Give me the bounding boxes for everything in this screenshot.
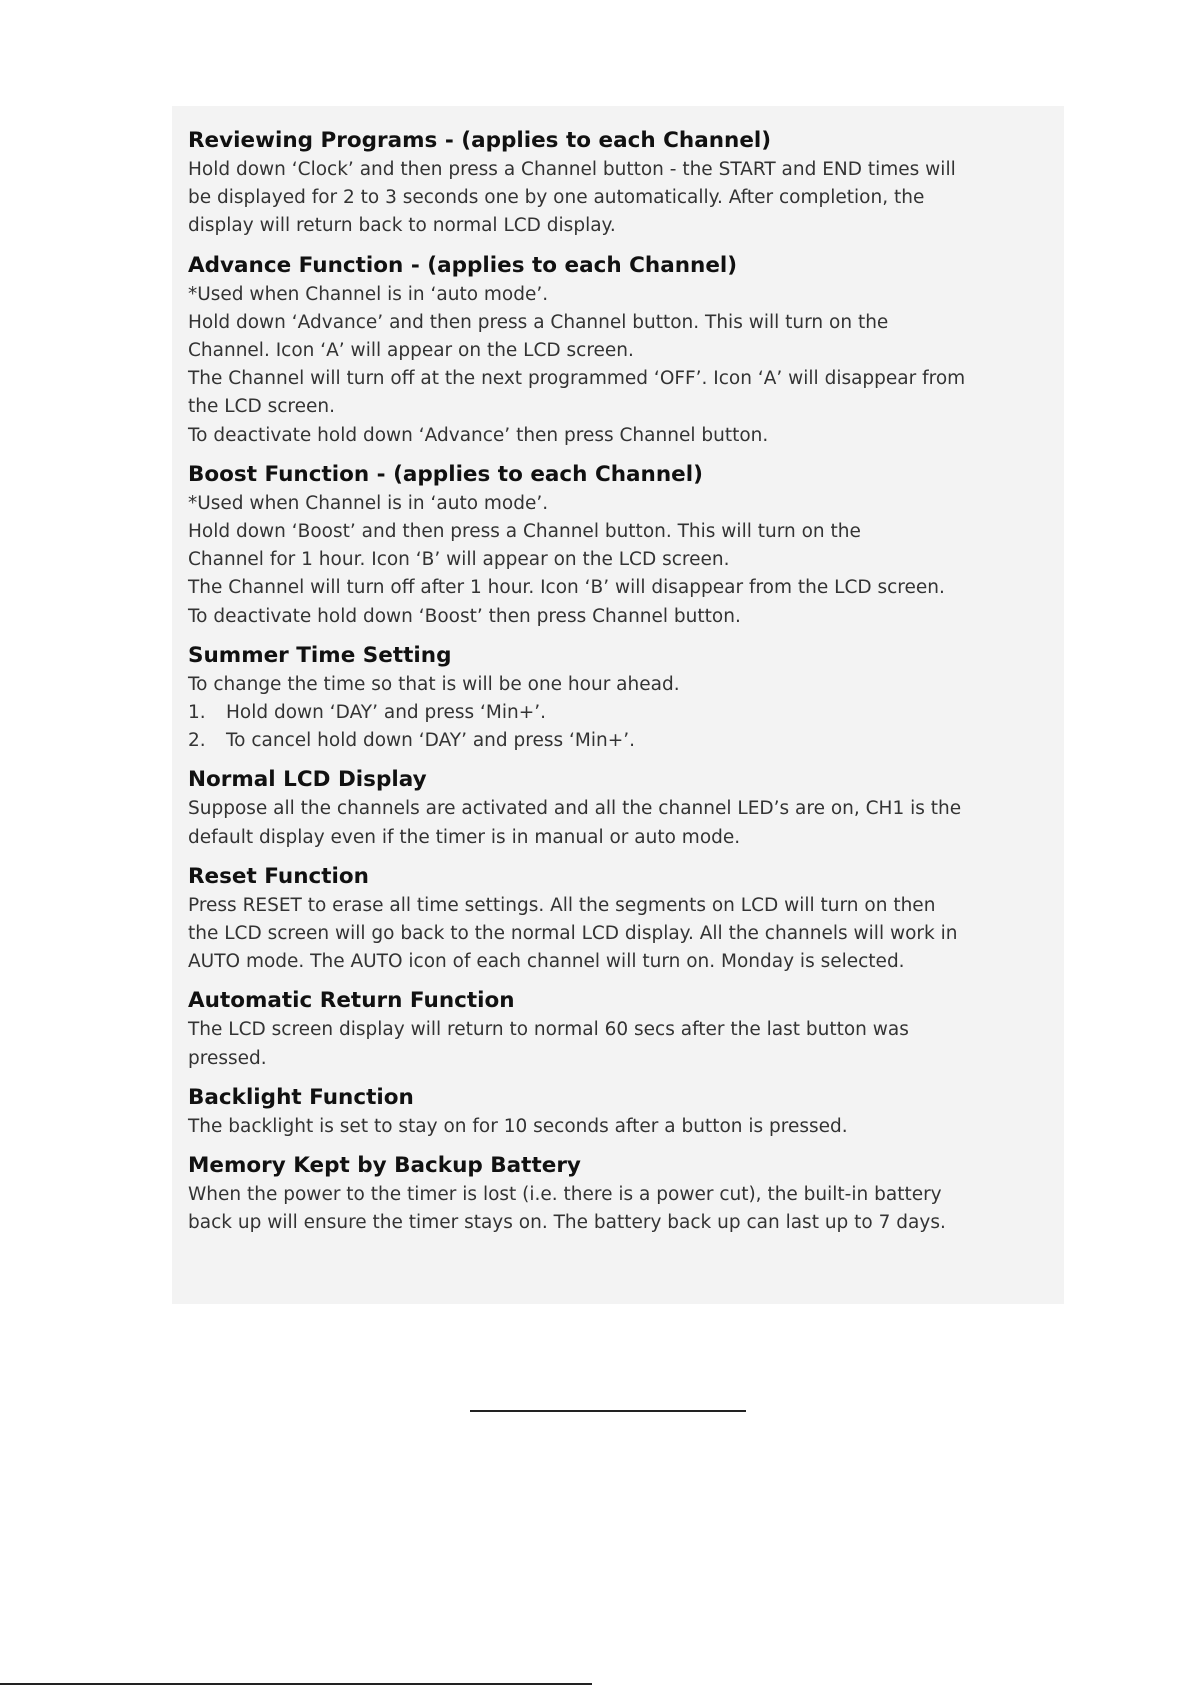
body-line: Press RESET to erase all time settings. All the segments on LCD will turn on then	[188, 894, 936, 916]
body-line: To deactivate hold down ‘Advance’ then press Channel button.	[188, 424, 769, 446]
section-reset-function	[188, 862, 1068, 977]
footer-divider-line	[470, 1410, 746, 1412]
list-text: Hold down ‘DAY’ and press ‘Min+’.	[226, 702, 547, 724]
section-heading: Normal LCD Display	[188, 767, 427, 793]
instruction-content	[188, 126, 1068, 1247]
section-advance-function	[188, 251, 1068, 450]
body-line: The backlight is set to stay on for 10 seconds after a button is pressed.	[188, 1115, 848, 1137]
body-line: the LCD screen will go back to the normal LCD display. All the channels will work in	[188, 923, 958, 945]
body-line: The Channel will turn off after 1 hour. Icon ‘B’ will disappear from the LCD screen.	[188, 577, 945, 599]
section-normal-lcd-display	[188, 765, 1068, 851]
body-line: display will return back to normal LCD display.	[188, 215, 616, 237]
body-line: Channel. Icon ‘A’ will appear on the LCD screen.	[188, 340, 634, 362]
body-line: the LCD screen.	[188, 396, 335, 418]
section-summer-time-setting	[188, 641, 1068, 756]
section-heading: Automatic Return Function	[188, 988, 515, 1014]
section-reviewing-programs	[188, 126, 1068, 241]
body-line: back up will ensure the timer stays on. The battery back up can last up to 7 days.	[188, 1212, 946, 1234]
section-boost-function	[188, 460, 1068, 631]
list-number: 2.	[188, 730, 206, 752]
section-heading: Boost Function - (applies to each Channel)	[188, 461, 703, 487]
list-text: To cancel hold down ‘DAY’ and press ‘Min+’.	[226, 730, 635, 752]
section-heading: Summer Time Setting	[188, 642, 452, 668]
section-heading: Backlight Function	[188, 1084, 414, 1110]
body-line: Channel for 1 hour. Icon ‘B’ will appear on the LCD screen.	[188, 549, 730, 571]
section-memory-backup-battery	[188, 1151, 1068, 1237]
body-line: To change the time so that is will be one hour ahead.	[188, 673, 680, 695]
body-line: Suppose all the channels are activated and all the channel LED’s are on, CH1 is the	[188, 798, 962, 820]
list-item	[188, 699, 1068, 727]
body-line: *Used when Channel is in ‘auto mode’.	[188, 283, 549, 305]
body-line: default display even if the timer is in manual or auto mode.	[188, 826, 741, 848]
body-line: be displayed for 2 to 3 seconds one by one automatically. After completion, the	[188, 187, 925, 209]
section-heading: Reviewing Programs - (applies to each Channel)	[188, 128, 772, 153]
body-line: *Used when Channel is in ‘auto mode’.	[188, 492, 549, 514]
body-line: To deactivate hold down ‘Boost’ then press Channel button.	[188, 605, 741, 627]
body-line: Hold down ‘Boost’ and then press a Channel button. This will turn on the	[188, 521, 861, 543]
body-line: The LCD screen display will return to normal 60 secs after the last button was	[188, 1019, 909, 1041]
list-number: 1.	[188, 702, 206, 724]
section-backlight-function	[188, 1083, 1068, 1141]
section-heading: Reset Function	[188, 863, 369, 889]
list-item	[188, 727, 1068, 755]
body-line: AUTO mode. The AUTO icon of each channel will turn on. Monday is selected.	[188, 951, 905, 973]
section-automatic-return-function	[188, 986, 1068, 1072]
body-line: When the power to the timer is lost (i.e. there is a power cut), the built-in battery	[188, 1184, 942, 1206]
body-line: The Channel will turn off at the next programmed ‘OFF’. Icon ‘A’ will disappear from	[188, 368, 966, 390]
section-heading: Memory Kept by Backup Battery	[188, 1153, 581, 1179]
body-line: Hold down ‘Advance’ and then press a Channel button. This will turn on the	[188, 311, 889, 333]
body-line: Hold down ‘Clock’ and then press a Channel button - the START and END times will	[188, 159, 956, 180]
section-heading: Advance Function - (applies to each Channel)	[188, 252, 738, 278]
body-line: pressed.	[188, 1047, 267, 1069]
